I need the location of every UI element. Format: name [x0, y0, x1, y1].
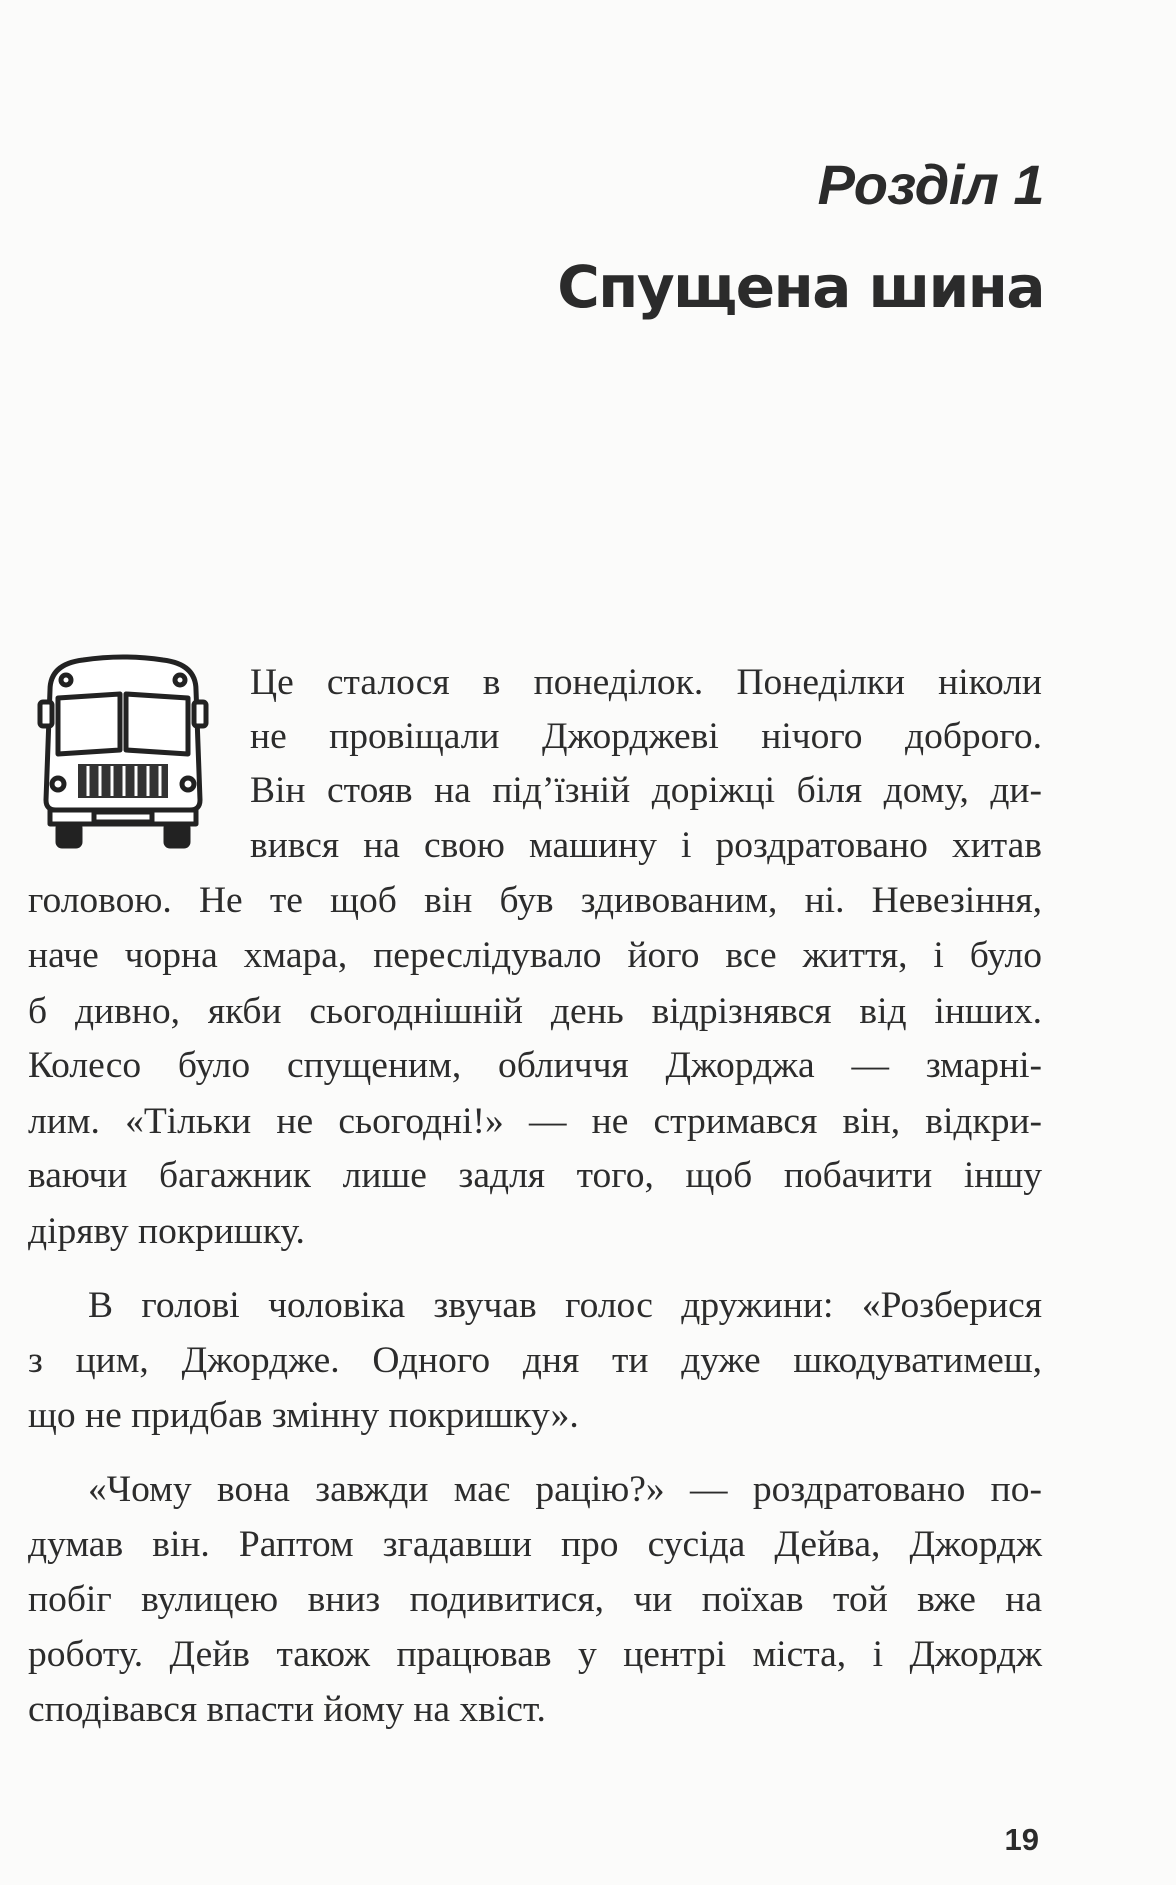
text-line: ваючи багажник лише задля того, щоб побачити іншу	[28, 1155, 1042, 1196]
text-line: «Чому вона завжди має рацію?» — роздратовано по-	[88, 1469, 1042, 1510]
text-line: що не придбав змінну покришку».	[28, 1395, 579, 1436]
text-line: Він стояв на під’їзній доріжці біля дому, ди-	[250, 770, 1042, 811]
text-line: сподівався впасти йому на хвіст.	[28, 1689, 546, 1730]
text-line: роботу. Дейв також працював у центрі міста, і Джордж	[28, 1634, 1042, 1675]
school-bus-icon	[28, 650, 218, 850]
chapter-number: Розділ 1	[817, 153, 1044, 216]
text-line: наче чорна хмара, переслідувало його все життя, і було	[28, 935, 1042, 976]
page-number: 19	[1004, 1822, 1039, 1857]
text-line: з цим, Джордже. Одного дня ти дуже шкодуватимеш,	[28, 1340, 1042, 1381]
text-line: головою. Не те щоб він був здивованим, ні. Невезіння,	[28, 880, 1042, 921]
text-line: Колесо було спущеним, обличчя Джорджа — змарні-	[28, 1045, 1042, 1086]
text-line: діряву покришку.	[28, 1211, 305, 1252]
text-line: побіг вулицею вниз подивитися, чи поїхав той вже на	[28, 1579, 1042, 1620]
text-line: б дивно, якби сьогоднішній день відрізнявся від інших.	[28, 991, 1042, 1032]
text-line: вився на свою машину і роздратовано хитав	[250, 825, 1042, 866]
text-line: лим. «Тільки не сьогодні!» — не стримався він, відкри-	[28, 1101, 1042, 1142]
text-line: не провіщали Джорджеві нічого доброго.	[250, 716, 1042, 757]
text-line: думав він. Раптом згадавши про сусіда Дейва, Джордж	[28, 1524, 1042, 1565]
text-line: Це сталося в понеділок. Понеділки ніколи	[250, 662, 1042, 703]
chapter-title: Спущена шина	[557, 253, 1044, 321]
text-line: В голові чоловіка звучав голос дружини: «Розберися	[88, 1285, 1042, 1326]
